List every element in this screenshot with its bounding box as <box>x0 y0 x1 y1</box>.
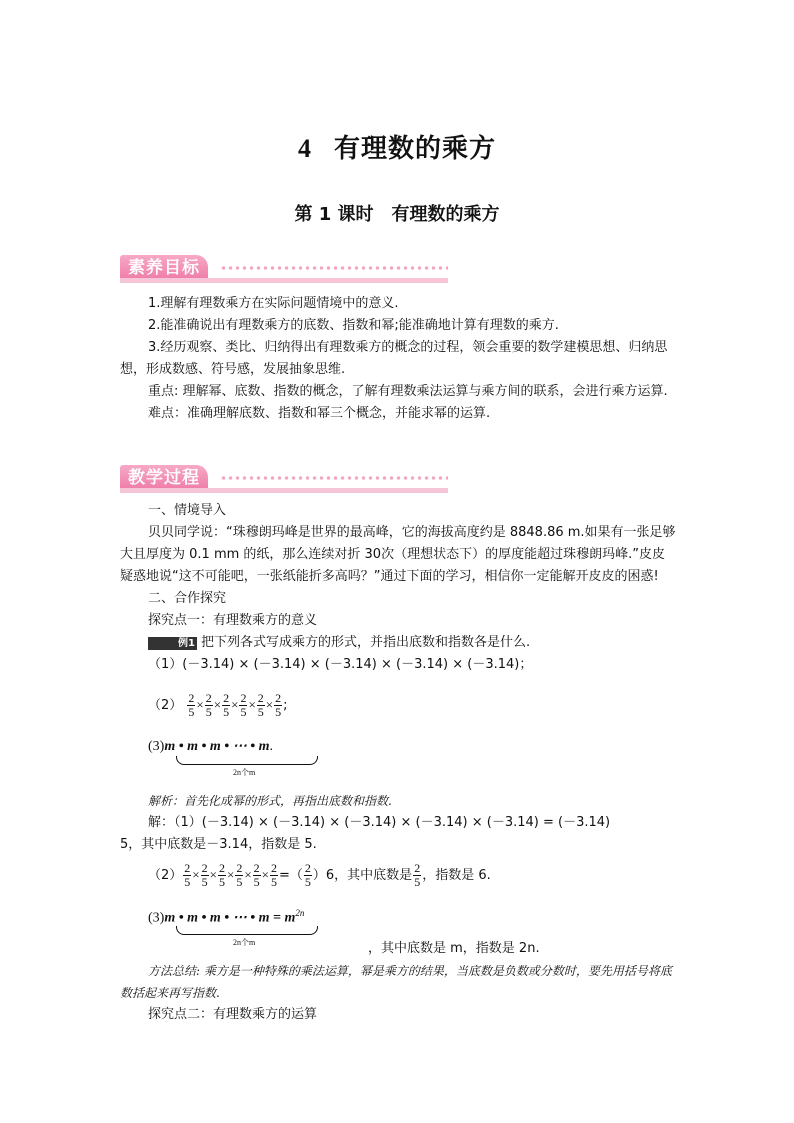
fraction: $\frac{2}{5}$ <box>223 691 230 719</box>
fraction: $\frac{2}{5}$ <box>205 691 212 719</box>
fraction: $\frac{2}{5}$ <box>188 691 195 719</box>
solution-3-tail: ，其中底数是 m，指数是 2n. <box>368 941 540 956</box>
question-2: （2） $\frac{2}{5}$ × $\frac{2}{5}$ × $\frac{2}{5}$ × $\frac{2}{5}$ × $\frac{2}{5}$ × $\frac{2}{5}$ ; <box>148 691 288 719</box>
example-1: 例1 把下列各式写成乘方的形式，并指出底数和指数各是什么. <box>120 632 676 654</box>
underbrace <box>176 756 318 765</box>
fraction: $\frac{2}{5}$ <box>271 861 277 889</box>
question-3: (3)m • m • m • ⋯ • m. <box>148 739 273 754</box>
section-header-process <box>120 465 448 493</box>
fraction: $\frac{2}{5}$ <box>240 691 247 719</box>
solution-2: （2） $\frac{2}{5}$ × $\frac{2}{5}$ × $\frac{2}{5}$ × $\frac{2}{5}$ × $\frac{2}{5}$ × $\frac{2}{5}$ =（ $\frac{2}{5}$ ）6，其中底数是 $\frac{2}{5}$ ，指数是 6. <box>148 861 491 889</box>
section-label: 教学过程 <box>120 465 208 491</box>
section-label: 素养目标 <box>120 255 208 281</box>
underbrace-label: 2n个m <box>233 938 256 947</box>
solution-1: 解：（1）(－3.14) × (－3.14) × (－3.14) × (－3.14) × (－3.14) = (－3.14) 5，其中底数是－3.14，指数是 5. <box>120 815 611 852</box>
fraction: $\frac{2}{5}$ <box>275 691 282 719</box>
intro-block: 一、情境导入 贝贝同学说：“珠穆朗玛峰是世界的最高峰，它的海拔高度约是 8848.86 m.如果有一张足够大且厚度为 0.1 mm 的纸，那么连续对折 30次（理想状态下）的厚度能超过珠穆朗玛峰.”皮皮疑惑地说“这不可能吧，一张纸能折多高吗？”通过下面的学习，相信你一定能解开皮皮的困惑! 二、合作探究 探究点一：有理数乘方的意义 例1 把下列各式写成乘方的形式，并指出底数和指数各是什么. （1）(－3.14) × (－3.14) × (－3.14) × (－3.14) × (－3.14)； <box>120 503 676 672</box>
fraction: $\frac{2}{5}$ <box>218 861 225 889</box>
analysis: 解析：首先化成幂的形式，再指出底数和指数. <box>148 794 392 808</box>
lesson-subtitle: 第 1 课时 有理数的乘方 <box>294 204 500 225</box>
example-tag: 例1 <box>148 637 197 650</box>
fraction: $\frac{2}{5}$ <box>184 861 191 889</box>
fraction: $\frac{2}{5}$ <box>236 861 243 889</box>
goals-list: 1.理解有理数乘方在实际问题情境中的意义. 2.能准确说出有理数乘方的底数、指数和幂;能准确地计算有理数的乘方. 3.经历观察、类比、归纳得出有理数乘方的概念的过程，领会重要的数学建模思想、归纳思想，形成数感、符号感，发展抽象思维. 重点: 理解幂、底数、指数的概念，了解有理数乘法运算与乘方间的联系，会进行乘方运算. 难点：准确理解底数、指数和幂三个概念，并能求幂的运算. <box>120 296 668 421</box>
underbrace <box>176 926 318 935</box>
fraction: $\frac{2}{5}$ <box>253 861 260 889</box>
underbrace-label: 2n个m <box>233 768 256 777</box>
fraction: $\frac{2}{5}$ <box>257 691 264 719</box>
point-2: 探究点二：有理数乘方的运算 <box>148 1007 318 1022</box>
fraction: $\frac{2}{5}$ <box>201 861 208 889</box>
solution-3: (3)m • m • m • ⋯ • $m = m^{2n}$ <box>148 908 305 926</box>
page-title: 4 有理数的乘方 <box>297 134 496 164</box>
section-header-goals <box>120 255 448 283</box>
method-summary: 方法总结: 乘方是一种特殊的乘法运算，幂是乘方的结果，当底数是负数或分数时，要先用括号将底数括起来再写指数. <box>120 964 672 1000</box>
